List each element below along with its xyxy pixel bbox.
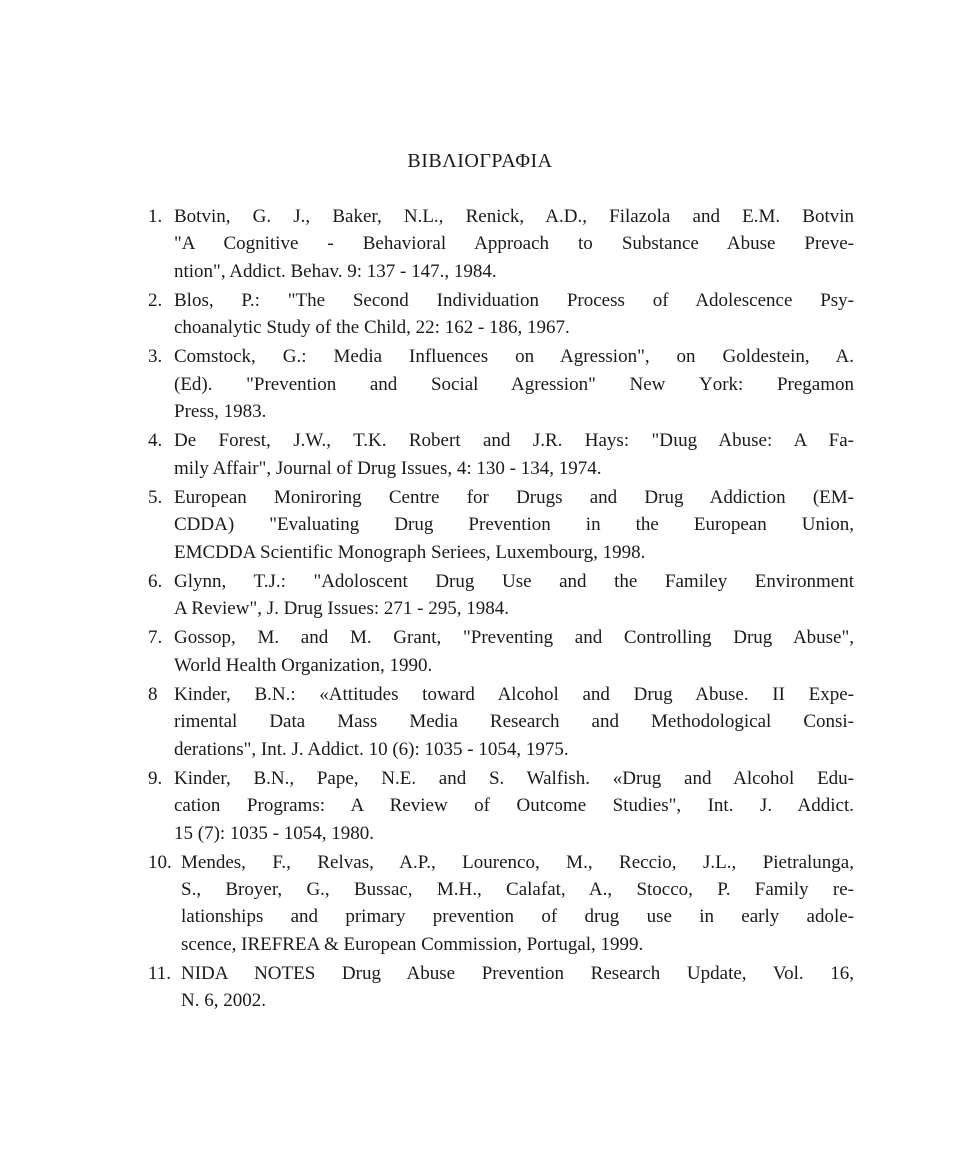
reference-line: "A Cognitive - Behavioral Approach to Substance Abuse Preve-: [174, 233, 854, 255]
reference-line: Kinder, B.N.: «Attitudes toward Alcohol and Drug Abuse. II Expe-: [174, 684, 854, 706]
reference-line: EMCDDA Scientific Monograph Seriees, Luxembourg, 1998.: [174, 541, 646, 563]
reference-line: Glynn, T.J.: "Adoloscent Drug Use and the Familey Environment: [174, 570, 854, 592]
reference-line: Botvin, G. J., Baker, N.L., Renick, A.D., Filazola and E.M. Botvin: [174, 206, 854, 227]
reference-number: 9.: [148, 767, 163, 789]
reference-text: [148, 427, 854, 482]
reference-number: 1.: [148, 206, 163, 227]
reference-item: [148, 343, 854, 425]
reference-item: [148, 849, 854, 958]
reference-text: [148, 287, 854, 342]
reference-line: Comstock, G.: Media Influences on Agression", on Goldestein, A.: [174, 346, 854, 368]
reference-line: 15 (7): 1035 - 1054, 1980.: [174, 822, 375, 844]
reference-number: 8: [148, 684, 158, 706]
reference-line: Kinder, B.N., Pape, N.E. and S. Walfish. «Drug and Alcohol Edu-: [174, 767, 854, 789]
reference-line: ntion", Addict. Behav. 9: 137 - 147., 1984.: [174, 260, 497, 282]
reference-number: 6.: [148, 570, 163, 592]
reference-line: European Moniroring Centre for Drugs and Drug Addiction (EM-: [174, 486, 854, 508]
reference-text: [148, 568, 854, 623]
reference-item: [148, 624, 854, 679]
reference-number: 2.: [148, 289, 163, 311]
reference-number: 10.: [148, 851, 172, 873]
reference-item: [148, 568, 854, 623]
reference-line: Gossop, M. and M. Grant, "Preventing and Controlling Drug Abuse",: [174, 627, 854, 649]
reference-list: [148, 203, 854, 1017]
reference-line: mily Affair", Journal of Drug Issues, 4: 130 - 134, 1974.: [174, 457, 602, 479]
reference-line: Press, 1983.: [174, 401, 267, 423]
reference-text: [148, 960, 854, 1015]
reference-line: (Ed). "Prevention and Social Agression" New Υork: Pregamon: [174, 373, 854, 395]
reference-text: [148, 343, 854, 425]
reference-text: [148, 484, 854, 566]
reference-line: cation Programs: A Review of Outcome Studies", Int. J. Addict.: [174, 795, 854, 817]
reference-number: 7.: [148, 627, 163, 649]
reference-line: Mendes, F., Relvas, A.P., Lourenco, M., Reccio, J.L., Pietralunga,: [181, 851, 854, 873]
reference-line: derations", Int. J. Addict. 10 (6): 1035 - 1054, 1975.: [174, 738, 569, 760]
reference-line: choanalytic Study of the Child, 22: 162 - 186, 1967.: [174, 317, 570, 339]
reference-line: World Health Organization, 1990.: [174, 654, 433, 676]
reference-item: [148, 287, 854, 342]
page-title: ΒΙΒΛΙΟΓΡΑΦΙΑ: [407, 150, 553, 172]
reference-line: scence, IREFREA & European Commission, Portugal, 1999.: [181, 933, 644, 955]
reference-item: [148, 765, 854, 847]
reference-line: rimental Data Mass Media Research and Methodological Consi-: [174, 711, 854, 733]
reference-text: [148, 681, 854, 763]
reference-text: [148, 765, 854, 847]
reference-line: A Review", J. Drug Issues: 271 - 295, 1984.: [174, 598, 509, 620]
reference-line: N. 6, 2002.: [181, 990, 266, 1012]
reference-line: Blos, P.: "The Second Individuation Process of Adolescence Psy-: [174, 289, 854, 311]
reference-item: [148, 681, 854, 763]
reference-item: [148, 484, 854, 566]
reference-number: 5.: [148, 486, 163, 508]
reference-number: 4.: [148, 430, 163, 452]
reference-line: CDDA) "Evaluating Drug Prevention in the European Union,: [174, 514, 854, 536]
reference-number: 11.: [148, 963, 172, 985]
reference-line: lationships and primary prevention of drug use in early adole-: [181, 906, 854, 928]
reference-number: 3.: [148, 346, 163, 368]
reference-line: S., Broyer, G., Bussac, M.H., Calafat, A., Stocco, P. Family re-: [181, 879, 854, 901]
reference-text: [148, 849, 854, 958]
reference-text: [148, 203, 854, 285]
reference-line: NIDA NOTES Drug Abuse Prevention Research Update, Vol. 16,: [181, 963, 854, 985]
reference-item: [148, 427, 854, 482]
reference-item: [148, 960, 854, 1015]
reference-line: De Forest, J.W., T.K. Robert and J.R. Hays: "Dιug Abuse: A Fa-: [174, 430, 854, 452]
reference-text: [148, 624, 854, 679]
reference-item: [148, 203, 854, 285]
